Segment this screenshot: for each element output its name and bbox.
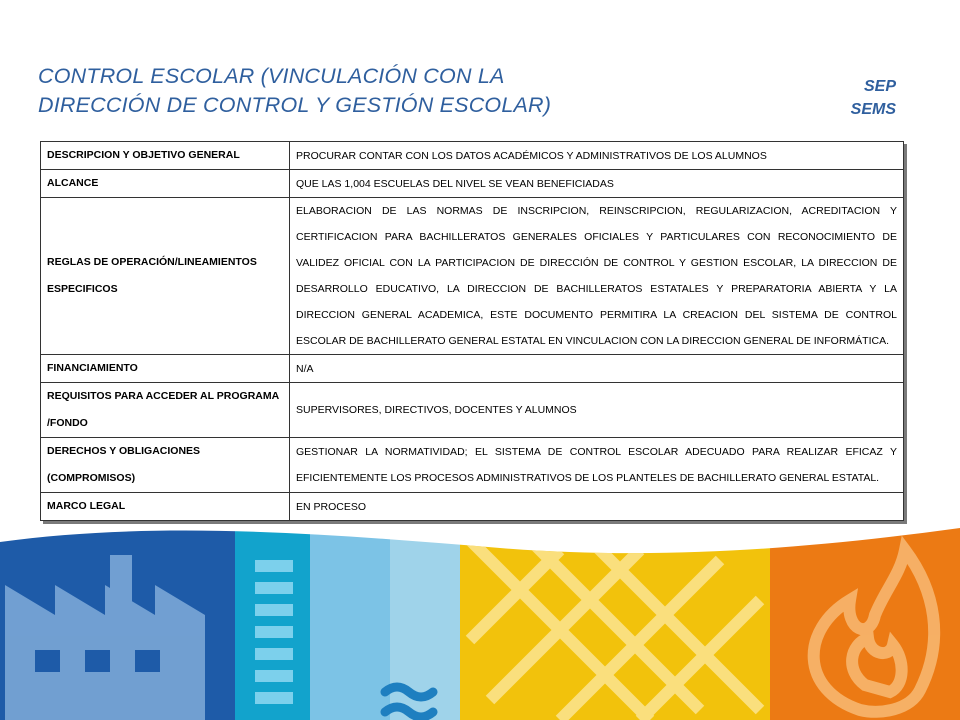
table-row	[41, 170, 904, 198]
row-label: ALCANCE	[41, 170, 290, 198]
table-row	[41, 493, 904, 521]
row-value: SUPERVISORES, DIRECTIVOS, DOCENTES Y ALUMNOS	[290, 383, 904, 438]
row-label: DERECHOS Y OBLIGACIONES (COMPROMISOS)	[41, 438, 290, 493]
row-value: ELABORACION DE LAS NORMAS DE INSCRIPCION, REINSCRIPCION, REGULARIZACION, ACREDITACION Y CERTIFICACION PARA BACHILLERATOS GENERALES OFICIALES Y PARTICULARES CON RECONOCIMIENTO DE VALIDEZ OFICIAL CON LA PARTICIPACION DE DIRECCIÓN DE CONTROL Y GESTION ESCOLAR, LA DIRECCION DE DESARROLLO EDUCATIVO, LA DIRECCION DE BACHILLERATOS ESTATALES Y PREPARATORIA ABIERTA Y LA DIRECCION GENERAL ACADEMICA, ESTE DOCUMENTO PERMITIRA LA CREACION DEL SISTEMA DE CONTROL ESCOLAR DE BACHILLERATO GENERAL ESTATAL EN VINCULACION CON LA DIRECCION GENERAL DE INFORMÁTICA.	[290, 198, 904, 355]
table-row	[41, 438, 904, 493]
brand-label	[851, 75, 896, 121]
table-row	[41, 383, 904, 438]
band-light-blue	[310, 520, 390, 720]
row-value: GESTIONAR LA NORMATIVIDAD; EL SISTEMA DE CONTROL ESCOLAR ADECUADO PARA REALIZAR EFICAZ Y EFICIENTEMENTE LOS PROCESOS ADMINISTRATIVOS DE LOS PLANTELES DE BACHILLERATO GENERAL ESTATAL.	[290, 438, 904, 493]
row-label: REGLAS DE OPERACIÓN/LINEAMIENTOS ESPECIFICOS	[41, 198, 290, 355]
row-value: N/A	[290, 355, 904, 383]
row-label: FINANCIAMIENTO	[41, 355, 290, 383]
table-row	[41, 198, 904, 355]
band-teal	[235, 520, 310, 720]
info-table	[40, 141, 904, 521]
brand-sep: SEP	[863, 78, 896, 95]
decorative-banner	[0, 520, 960, 720]
row-label: DESCRIPCION Y OBJETIVO GENERAL	[41, 142, 290, 170]
table-row	[41, 142, 904, 170]
row-value: PROCURAR CONTAR CON LOS DATOS ACADÉMICOS Y ADMINISTRATIVOS DE LOS ALUMNOS	[290, 142, 904, 170]
title-line-2: DIRECCIÓN DE CONTROL Y GESTIÓN ESCOLAR)	[38, 93, 552, 117]
row-value: EN PROCESO	[290, 493, 904, 521]
row-value: QUE LAS 1,004 ESCUELAS DEL NIVEL SE VEAN BENEFICIADAS	[290, 170, 904, 198]
row-label: REQUISITOS PARA ACCEDER AL PROGRAMA /FONDO	[41, 383, 290, 438]
title-line-1: CONTROL ESCOLAR (VINCULACIÓN CON LA	[38, 64, 505, 88]
page-title	[38, 62, 598, 120]
table-row	[41, 355, 904, 383]
brand-sems: SEMS	[850, 101, 896, 118]
row-label: MARCO LEGAL	[41, 493, 290, 521]
